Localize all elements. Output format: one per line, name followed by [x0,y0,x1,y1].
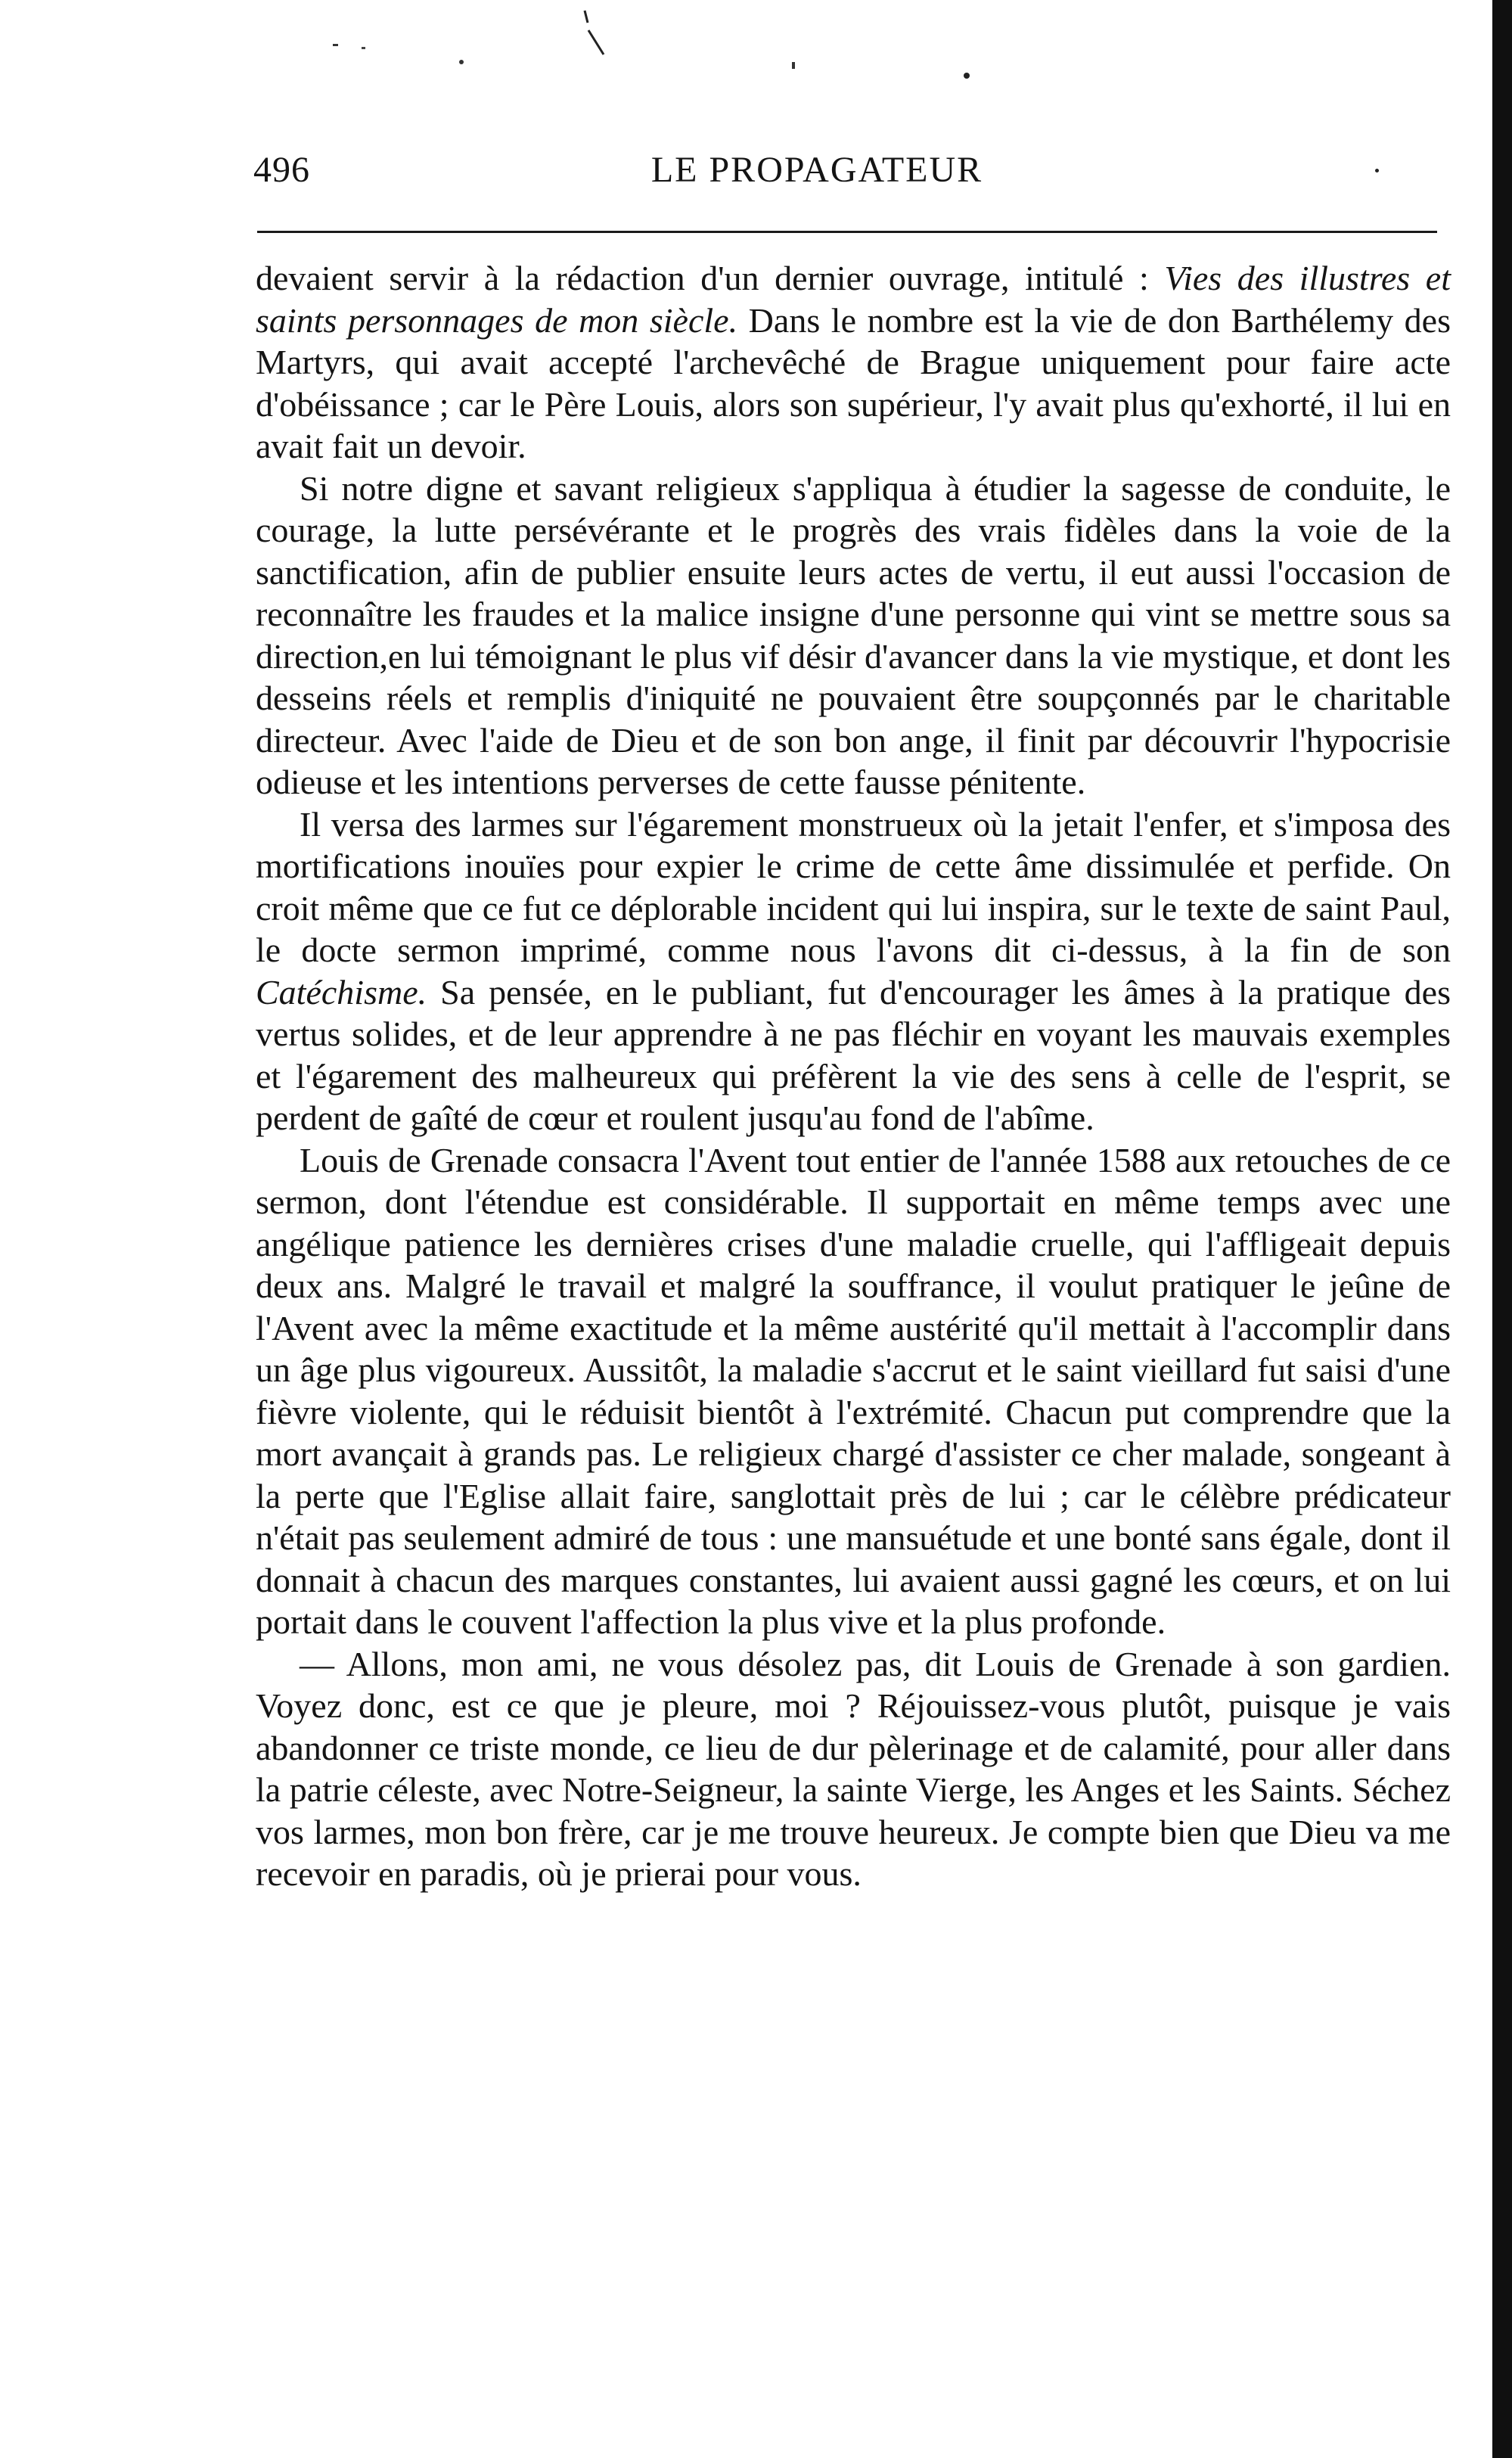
page-header [253,140,1380,200]
header-speck [1375,169,1379,172]
page-number: 496 [253,150,310,190]
body-text [256,257,1451,1895]
speck [333,44,338,46]
paragraph-5: — Allons, mon ami, ne vous désolez pas, dit Louis de Grenade à son gardien. Voyez donc, est ce que je pleure, moi ? Réjouissez-vous plutôt, puisque je vais abandonner ce triste monde, ce lieu de dur pèlerinage et de calamité, pour aller dans la patrie céleste, avec Notre-Seigneur, la sainte Vierge, les Anges et les Saints. Séchez vos larmes, mon bon frère, car je me trouve heureux. Je compte bien que Dieu va me recevoir en paradis, où je prierai pour vous. [256,1644,1451,1893]
paragraph-1-text-a: devaient servir à la rédaction d'un dernier ouvrage, intitulé : [256,259,1165,297]
paragraph-1 [256,257,1451,468]
paragraph-3-text-b: Sa pensée, en le publiant, fut d'encourager les âmes à la pratique des vertus solides, et de leur apprendre à ne pas fléchir en voyant les mauvais exemples et l'égarement des malheureux qui préfèrent la vie des sens à celle de l'esprit, se perdent de gaîté de cœur et roulent jusqu'au fond de l'abîme. [256,972,1451,1137]
scan-edge-shadow [1492,0,1512,2458]
speck [792,62,795,69]
catechism-title-italic: Catéchisme. [256,972,427,1011]
speck [459,60,464,64]
paragraph-4: Louis de Grenade consacra l'Avent tout entier de l'année 1588 aux retouches de ce sermon, dont l'étendue est considérable. Il supportait en même temps avec une angélique patience les dernières crises d'une maladie cruelle, qui l'affligeait depuis deux ans. Malgré le travail et malgré la souffrance, il voulut pratiquer le jeûne de l'Avent avec la même exactitude et la même austérité qu'il mettait à l'accomplir dans un âge plus vigoureux. Aussitôt, la maladie s'accrut et le saint vieillard fut saisi d'une fièvre violente, qui le réduisit bientôt à l'extrémité. Chacun put comprendre que la mort avançait à grands pas. Le religieux chargé d'assister ce cher malade, songeant à la perte que l'Eglise allait faire, sanglottait près de lui ; car le célèbre prédicateur n'était pas seulement admiré de tous : une mansuétude et une bonté sans égale, dont il donnait à chacun des marques constantes, lui avaient aussi gagné les cœurs, et on lui portait dans le couvent l'affection la plus vive et la plus profonde. [256,1140,1451,1641]
running-title: LE PROPAGATEUR [650,150,983,190]
speck [588,30,604,54]
paragraph-3 [256,803,1451,1139]
speck [964,73,970,79]
paragraph-3-text-a: Il versa des larmes sur l'égarement monstrueux où la jetait l'enfer, et s'imposa des mortifications inouïes pour expier le crime de cette âme dissimulée et perfide. On croit même que ce fut ce déplorable incident qui lui inspira, sur le texte de saint Paul, le docte sermon imprimé, comme nous l'avons dit ci-dessus, à la fin de son [256,804,1451,969]
paragraph-2: Si notre digne et savant religieux s'appliqua à étudier la sagesse de conduite, le courage, la lutte persévérante et le progrès des vrais fidèles dans la voie de la sanctification, afin de publier ensuite leurs actes de vertu, il eut aussi l'occasion de reconnaître les fraudes et la malice insigne d'une personne qui vint se mettre sous sa direction,en lui témoignant le plus vif désir d'avancer dans la vie mystique, et dont les desseins réels et remplis d'iniquité ne pouvaient être soupçonnés par le charitable directeur. Avec l'aide de Dieu et de son bon ange, il finit par découvrir l'hypocrisie odieuse et les intentions perverses de cette fausse pénitente. [256,468,1451,801]
speck [362,47,365,49]
header-rule [257,231,1437,233]
book-title-italic: Vies des illustres et saints personnages de mon siècle. [256,259,1451,340]
speck [585,11,588,23]
paragraph-1-text-b: Dans le nombre est la vie de don Barthélemy des Martyrs, qui avait accepté l'archevêché de Brague uniquement pour faire acte d'obéissance ; car le Père Louis, alors son supérieur, l'y avait plus qu'exhorté, il lui en avait fait un devoir. [256,300,1451,465]
scan-specks [0,0,1512,242]
